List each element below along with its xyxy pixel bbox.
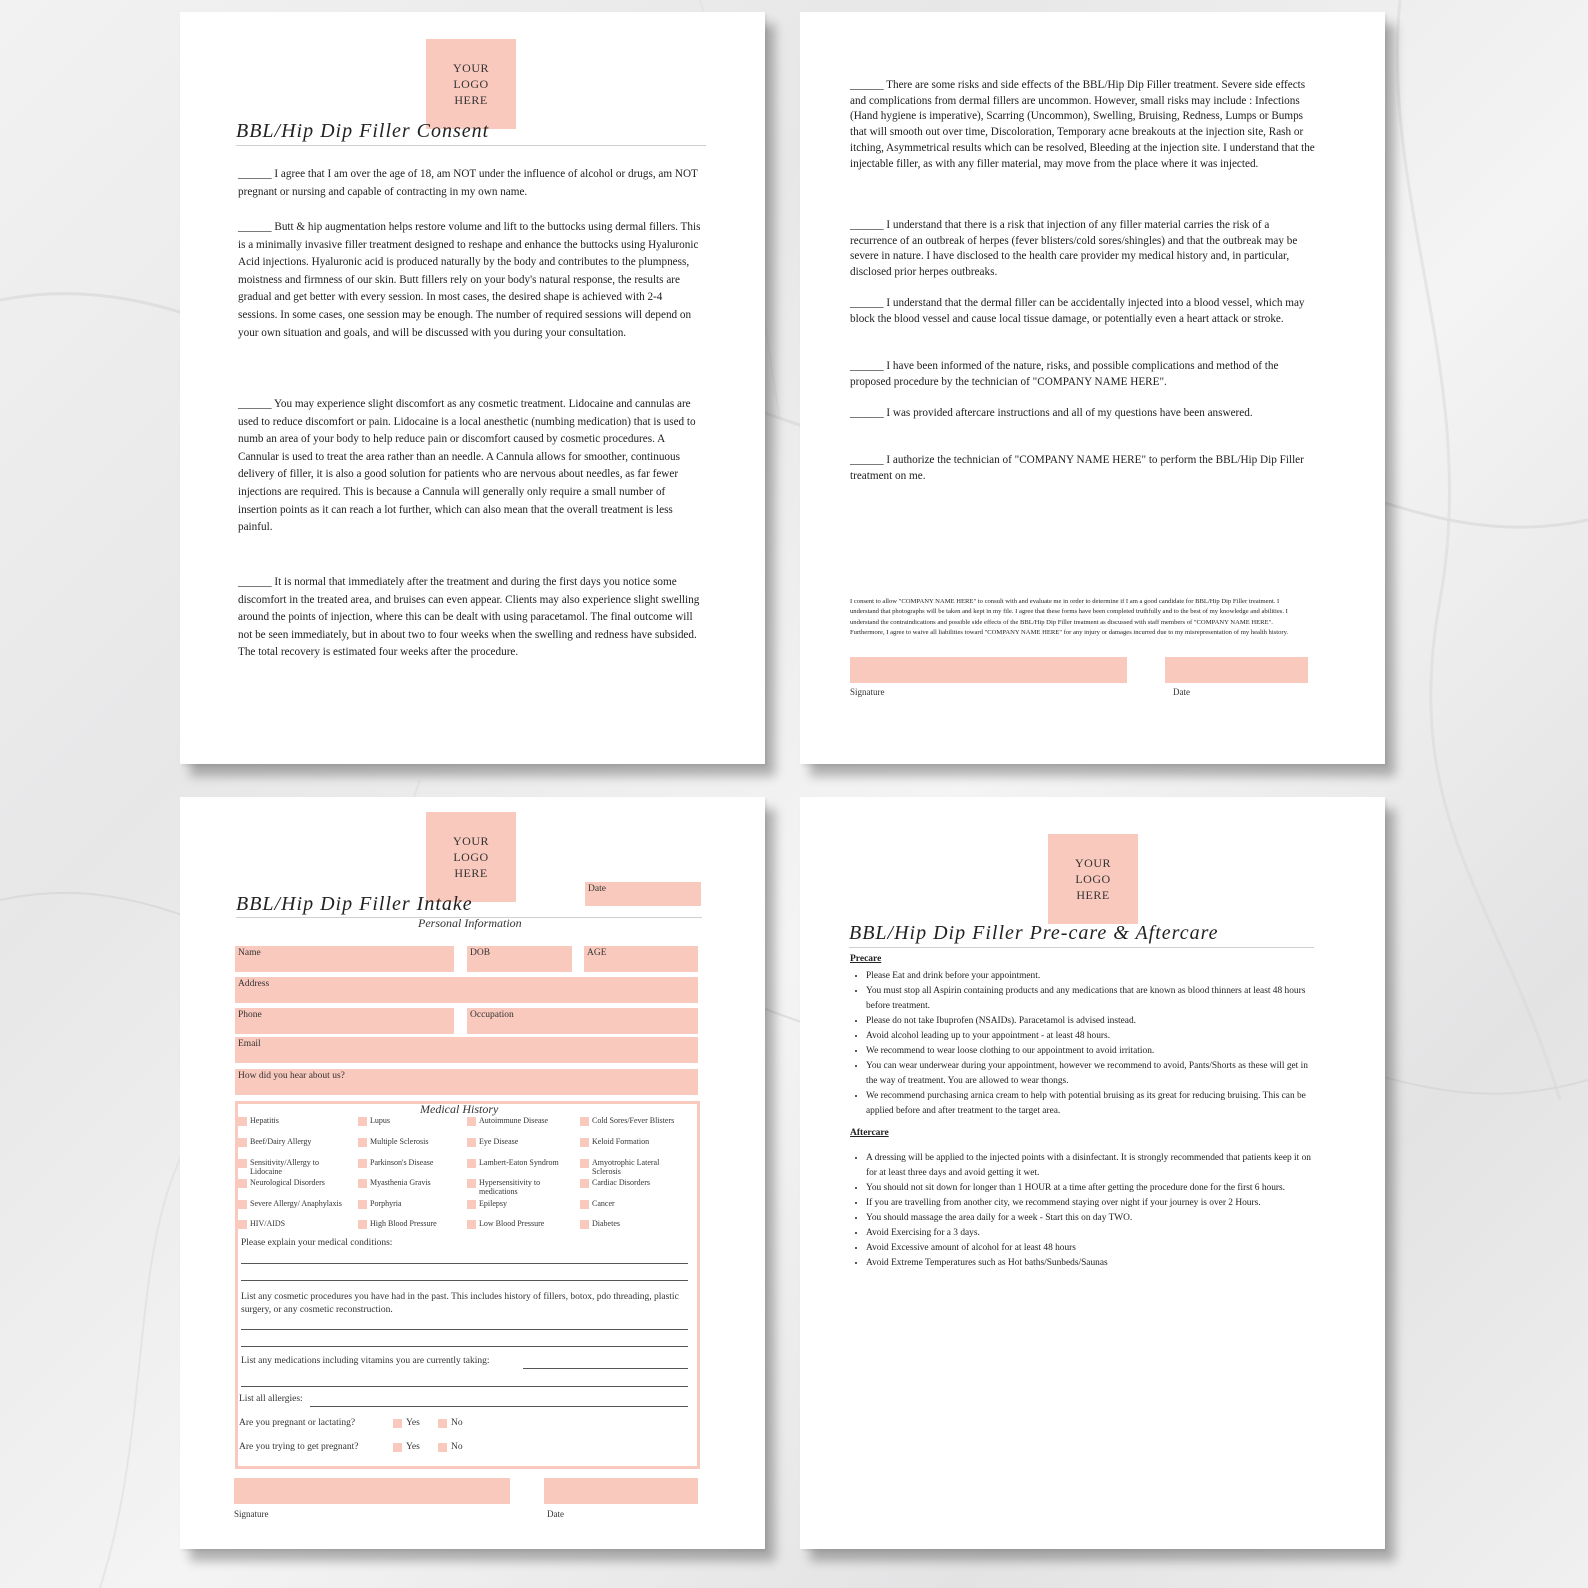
logo-text: YOUR xyxy=(452,61,489,75)
intake-page xyxy=(180,797,765,1549)
dob-label: DOB xyxy=(470,948,491,958)
email-field[interactable] xyxy=(235,1037,698,1063)
care-instruction-item: • Please Eat and drink before your appointment. xyxy=(866,969,1311,984)
condition-checkbox[interactable] xyxy=(467,1138,476,1147)
consent-small-print: I consent to allow "COMPANY NAME HERE" to consult with and evaluate me in order to determine if I am a good candidate for BBL/Hip Dip Filler treatment. I understand that photographs will be taken and kept in my file. I agree that these forms have been completed truthfully and to the best of my knowledge and abilities. I understand the contraindications and possible side effects of the BBL/Hip Dip Filler treatment as discussed with staff members of "COMPANY NAME HERE". Furthermore, I agree to waive all liabilities toward "COMPANY NAME HERE" for any injury or damages incurred due to my misrepresentation of my health history. xyxy=(850,598,1289,636)
question-cosmetic-procedures: List any cosmetic procedures you have had in the past. This includes history of fillers, botox, pdo threading, plastic surgery, or any cosmetic reconstruction. xyxy=(241,1292,679,1315)
answer-line xyxy=(310,1406,688,1407)
care-instruction-item: • We recommend to wear loose clothing to our appointment to avoid irritation. xyxy=(866,1044,1311,1059)
condition-checkbox[interactable] xyxy=(358,1220,367,1229)
logo-text: HERE xyxy=(454,93,488,107)
pregnant-no-checkbox[interactable] xyxy=(438,1419,447,1428)
occupation-field[interactable] xyxy=(467,1008,698,1034)
pregnant-yes-checkbox[interactable] xyxy=(393,1419,402,1428)
consent-paragraph: ______ I agree that I am over the age of 18, am NOT under the influence of alcohol or drugs, am NOT pregnant or nursing and capable of contracting in my own name. xyxy=(238,168,698,198)
signature-label: Signature xyxy=(850,687,885,697)
question-trying-pregnant: Are you trying to get pregnant? xyxy=(239,1442,359,1452)
consent-page xyxy=(180,12,765,764)
precare-list xyxy=(850,969,1311,1119)
logo-text: YOUR xyxy=(452,834,489,848)
condition-label: Myasthenia Gravis xyxy=(370,1178,431,1187)
care-instruction-item: • You must stop all Aspirin containing products and any medications that are known as blood thinners at least 48 hours before treatment. xyxy=(866,984,1311,1014)
condition-checkbox[interactable] xyxy=(467,1159,476,1168)
occupation-label: Occupation xyxy=(470,1010,514,1020)
condition-label: Sensitivity/Allergy to Lidocaine xyxy=(250,1158,319,1176)
condition-label: Autoimmune Disease xyxy=(479,1116,549,1125)
care-page xyxy=(800,797,1385,1549)
care-instruction-item: • You can wear underwear during your appointment, however we recommend to avoid, Pants/Shorts as these will get in the way of treatment. You are allowed to wear thongs. xyxy=(866,1059,1311,1089)
answer-line xyxy=(241,1329,688,1330)
consent-paragraph: ______ Butt & hip augmentation helps restore volume and lift to the buttocks using dermal fillers. This is a minimally invasive filler treatment designed to reshape and enhance the buttocks using Hyaluronic Acid injections. Hyaluronic acid is produced naturally by the body and contributes to the plumpness, moistness and firmness of our skin. Butt fillers rely on your body's natural response, the results are gradual and get better with every session. In most cases, the desired shape is achieved with 2-4 sessions. In some cases, one session may be enough. The number of required sessions will depend on your own situation and goals, and will be discussed with you during your consultation. xyxy=(238,221,701,339)
date-field[interactable] xyxy=(544,1478,698,1504)
dob-field[interactable] xyxy=(467,946,572,972)
condition-label: Beef/Dairy Allergy xyxy=(250,1137,312,1146)
condition-checkbox[interactable] xyxy=(238,1220,247,1229)
no-label: No xyxy=(451,1418,463,1428)
logo-placeholder xyxy=(1048,834,1138,924)
logo-text: HERE xyxy=(1076,888,1110,902)
logo-text: HERE xyxy=(454,866,488,880)
consent-paragraph: ______ I understand that there is a risk that injection of any filler material carries the risk of a recurrence of an outbreak of herpes (fever blisters/cold sores/shingles) and that the outbreak may be severe in nature. I have disclosed to the health care provider my medical history and, in particular, disclosed prior herpes outbreaks. xyxy=(850,219,1298,279)
logo-text: YOUR xyxy=(1074,856,1111,870)
medical-history-box xyxy=(235,1101,700,1469)
name-label: Name xyxy=(238,948,261,958)
condition-label: Cardiac Disorders xyxy=(592,1178,650,1187)
care-instruction-item: • A dressing will be applied to the injected points with a disinfectant. It is strongly recommended that patients keep it on for at least three days and avoid getting it wet. xyxy=(866,1151,1311,1181)
condition-checkbox[interactable] xyxy=(238,1159,247,1168)
title-rule xyxy=(236,145,706,146)
address-field[interactable] xyxy=(235,977,698,1003)
logo-text: LOGO xyxy=(453,850,489,864)
condition-checkbox[interactable] xyxy=(580,1179,589,1188)
name-field[interactable] xyxy=(235,946,454,972)
logo-placeholder xyxy=(426,39,516,129)
question-medications: List any medications including vitamins you are currently taking: xyxy=(241,1356,490,1366)
condition-label: Hypersensitivity to medications xyxy=(479,1178,541,1196)
yes-label: Yes xyxy=(406,1418,420,1428)
condition-checkbox[interactable] xyxy=(238,1179,247,1188)
condition-checkbox[interactable] xyxy=(467,1220,476,1229)
condition-label: High Blood Pressure xyxy=(370,1219,437,1228)
condition-label: Amyotrophic Lateral Sclerosis xyxy=(592,1158,660,1176)
logo-text: LOGO xyxy=(453,77,489,91)
answer-line xyxy=(523,1368,688,1369)
condition-label: HIV/AIDS xyxy=(250,1219,286,1228)
condition-checkbox[interactable] xyxy=(467,1117,476,1126)
answer-line xyxy=(241,1386,688,1387)
condition-checkbox[interactable] xyxy=(580,1117,589,1126)
personal-info-heading: Personal Information xyxy=(418,916,522,930)
signature-field[interactable] xyxy=(234,1478,510,1504)
date-label: Date xyxy=(588,884,606,894)
question-pregnant: Are you pregnant or lactating? xyxy=(239,1418,356,1428)
referral-field[interactable] xyxy=(235,1069,698,1095)
page-title: BBL/Hip Dip Filler Intake xyxy=(236,893,473,915)
yes-label: Yes xyxy=(406,1442,420,1452)
condition-checkbox[interactable] xyxy=(467,1200,476,1209)
medical-history-heading: Medical History xyxy=(420,1102,499,1116)
date-field[interactable] xyxy=(585,882,701,906)
consent-paragraph: ______ There are some risks and side effects of the BBL/Hip Dip Filler treatment. Severe side effects and complications from dermal fillers are uncommon. However, small risks may include : Infections (Hand hygiene is imperative), Scarring (Uncommon), Swelling, Bruising, Redness, Lumps or Bumps that will smooth out over time, Discoloration, Temporary acne breakouts at the injection site, Rash or itching, Asymmetrical results which can be resolved, Bleeding at the injection site. I understand that the injectable filler, as with any filler material, may move from the place where it was injected. xyxy=(850,79,1315,170)
question-allergies: List all allergies: xyxy=(239,1394,303,1404)
precare-heading: Precare xyxy=(850,954,882,964)
age-label: AGE xyxy=(587,948,607,958)
age-field[interactable] xyxy=(584,946,698,972)
care-instruction-item: • You should not sit down for longer than 1 HOUR at a time after getting the procedure done for the first 6 hours. xyxy=(866,1181,1311,1196)
date-label: Date xyxy=(1173,687,1190,697)
condition-label: Porphyria xyxy=(370,1199,402,1208)
care-instruction-item: • Avoid alcohol leading up to your appointment - at least 48 hours. xyxy=(866,1029,1311,1044)
condition-checkbox[interactable] xyxy=(358,1138,367,1147)
condition-checkbox[interactable] xyxy=(358,1200,367,1209)
consent-paragraph: ______ I understand that the dermal filler can be accidentally injected into a blood vessel, which may block the blood vessel and cause local tissue damage, or potentially even a heart attack or stroke. xyxy=(850,297,1305,325)
care-instruction-item: • Avoid Excessive amount of alcohol for at least 48 hours xyxy=(866,1241,1311,1256)
consent-paragraph: ______ I authorize the technician of "COMPANY NAME HERE" to perform the BBL/Hip Dip Filler treatment on me. xyxy=(850,454,1304,482)
consent-paragraph: ______ I was provided aftercare instructions and all of my questions have been answered. xyxy=(850,407,1253,419)
signature-field[interactable] xyxy=(850,657,1127,683)
condition-label: Neurological Disorders xyxy=(250,1178,325,1187)
logo-placeholder xyxy=(426,812,516,902)
page-title: BBL/Hip Dip Filler Consent xyxy=(236,120,490,142)
aftercare-heading: Aftercare xyxy=(850,1128,889,1138)
condition-label: Diabetes xyxy=(592,1219,620,1228)
consent-paragraph: ______ You may experience slight discomfort as any cosmetic treatment. Lidocaine and cannulas are used to reduce discomfort or pain. Lidocaine is a local anesthetic (numbing medication) that is used to numb an area of your body to help reduce pain or discomfort caused by cosmetic procedures. A Cannular is used to treat the area rather than an needle. A Cannula allows for smoother, continuous delivery of filler, it is also a good solution for patients who are nervous about needles, as far fewer injections are required. This is because a Cannula will generally only require a small number of insertion points as it can reach a lot further, which can also mean that the overall treatment is less painful. xyxy=(238,398,696,534)
care-instruction-item: • If you are travelling from another city, we recommend staying over night if your journey is over 2 Hours. xyxy=(866,1196,1311,1211)
consent-paragraph: ______ It is normal that immediately after the treatment and during the first days you notice some discomfort in the treated area, and bruises can even appear. Clients may also experience slight swelling around the points of injection, where this can be dealt with using paracetamol. The final outcome will not be seen immediately, but in about two to four weeks when the swelling and redness have subsided. The total recovery is estimated four weeks after the procedure. xyxy=(238,576,700,659)
consent-page-2 xyxy=(800,12,1385,764)
trying-no-checkbox[interactable] xyxy=(438,1443,447,1452)
condition-checkbox[interactable] xyxy=(580,1220,589,1229)
signature-label: Signature xyxy=(234,1509,269,1519)
consent-paragraph: ______ I have been informed of the nature, risks, and possible complications and method of the proposed procedure by the technician of "COMPANY NAME HERE". xyxy=(850,360,1279,388)
condition-checkbox[interactable] xyxy=(238,1200,247,1209)
title-rule xyxy=(849,947,1314,948)
condition-label: Cancer xyxy=(592,1199,615,1208)
phone-label: Phone xyxy=(238,1010,262,1020)
care-instruction-item: • Avoid Exercising for a 3 days. xyxy=(866,1226,1311,1241)
condition-label: Parkinson's Disease xyxy=(370,1158,434,1167)
condition-label: Low Blood Pressure xyxy=(479,1219,545,1228)
question-medical-conditions: Please explain your medical conditions: xyxy=(241,1238,393,1248)
referral-label: How did you hear about us? xyxy=(238,1071,345,1081)
condition-checkbox[interactable] xyxy=(358,1117,367,1126)
condition-label: Multiple Sclerosis xyxy=(370,1137,429,1146)
condition-checkbox[interactable] xyxy=(358,1179,367,1188)
condition-label: Cold Sores/Fever Blisters xyxy=(592,1116,675,1125)
aftercare-list xyxy=(850,1151,1311,1271)
phone-field[interactable] xyxy=(235,1008,454,1034)
date-label: Date xyxy=(547,1509,564,1519)
answer-line xyxy=(241,1346,688,1347)
trying-yes-checkbox[interactable] xyxy=(393,1443,402,1452)
condition-label: Epilepsy xyxy=(479,1199,507,1208)
condition-checkbox[interactable] xyxy=(238,1117,247,1126)
condition-checkbox[interactable] xyxy=(238,1138,247,1147)
answer-line xyxy=(241,1263,688,1264)
condition-checkbox[interactable] xyxy=(467,1179,476,1188)
condition-label: Severe Allergy/ Anaphylaxis xyxy=(250,1199,342,1208)
no-label: No xyxy=(451,1442,463,1452)
answer-line xyxy=(241,1280,688,1281)
condition-label: Hepatitis xyxy=(250,1116,279,1125)
condition-checkbox[interactable] xyxy=(580,1138,589,1147)
condition-label: Keloid Formation xyxy=(592,1137,650,1146)
condition-checkbox[interactable] xyxy=(580,1200,589,1209)
email-label: Email xyxy=(238,1039,261,1049)
condition-checkbox[interactable] xyxy=(580,1159,589,1168)
address-label: Address xyxy=(238,979,270,989)
logo-text: LOGO xyxy=(1075,872,1111,886)
page-title: BBL/Hip Dip Filler Pre-care & Aftercare xyxy=(849,922,1219,944)
care-instruction-item: • Avoid Extreme Temperatures such as Hot baths/Sunbeds/Saunas xyxy=(866,1256,1311,1271)
condition-label: Lupus xyxy=(370,1116,390,1125)
care-instruction-item: • We recommend purchasing arnica cream to help with potential bruising as its great for reducing bruising. This can be applied before and after treatment to the target area. xyxy=(866,1089,1311,1119)
care-instruction-item: • You should massage the area daily for a week - Start this on day TWO. xyxy=(866,1211,1311,1226)
date-field[interactable] xyxy=(1165,657,1308,683)
condition-checkbox[interactable] xyxy=(358,1159,367,1168)
care-instruction-item: • Please do not take Ibuprofen (NSAIDs). Paracetamol is advised instead. xyxy=(866,1014,1311,1029)
condition-label: Lambert-Eaton Syndrom xyxy=(479,1158,559,1167)
condition-label: Eye Disease xyxy=(479,1137,519,1146)
